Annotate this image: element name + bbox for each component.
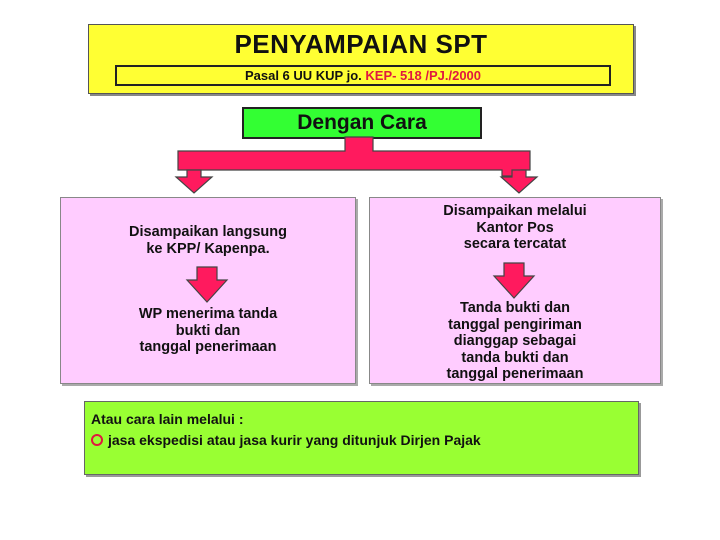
other-methods-item <box>91 432 481 448</box>
panel-direct-delivery <box>60 197 356 384</box>
decree-number: KEP- 518 /PJ./2000 <box>365 68 482 83</box>
post-receipt-text: Tanda bukti dan tanggal pengiriman dianggap sebagai tanda bukti dan tanggal penerimaan <box>446 300 584 382</box>
other-methods-text: jasa ekspedisi atau jasa kurir yang ditunjuk Dirjen Pajak <box>108 432 481 448</box>
legal-reference-text: Pasal 6 UU KUP jo. <box>244 68 366 83</box>
other-methods-label: Atau cara lain melalui : <box>91 411 244 427</box>
branch-connector <box>178 137 530 176</box>
footer-box <box>84 401 639 475</box>
down-arrow-left <box>176 170 212 193</box>
page-title: PENYAMPAIAN SPT <box>234 29 488 59</box>
direct-delivery-text: Disampaikan langsung ke KPP/ Kapenpa. <box>129 224 287 257</box>
circle-bullet-icon <box>91 434 103 446</box>
receipt-text: WP menerima tanda bukti dan tanggal penerimaan <box>138 306 278 355</box>
method-label: Dengan Cara <box>297 111 427 134</box>
down-arrow-icon <box>492 262 536 300</box>
panel-post-delivery <box>369 197 661 384</box>
post-delivery-text: Disampaikan melalui Kantor Pos secara tercatat <box>443 203 587 252</box>
down-arrow-icon <box>185 266 229 304</box>
